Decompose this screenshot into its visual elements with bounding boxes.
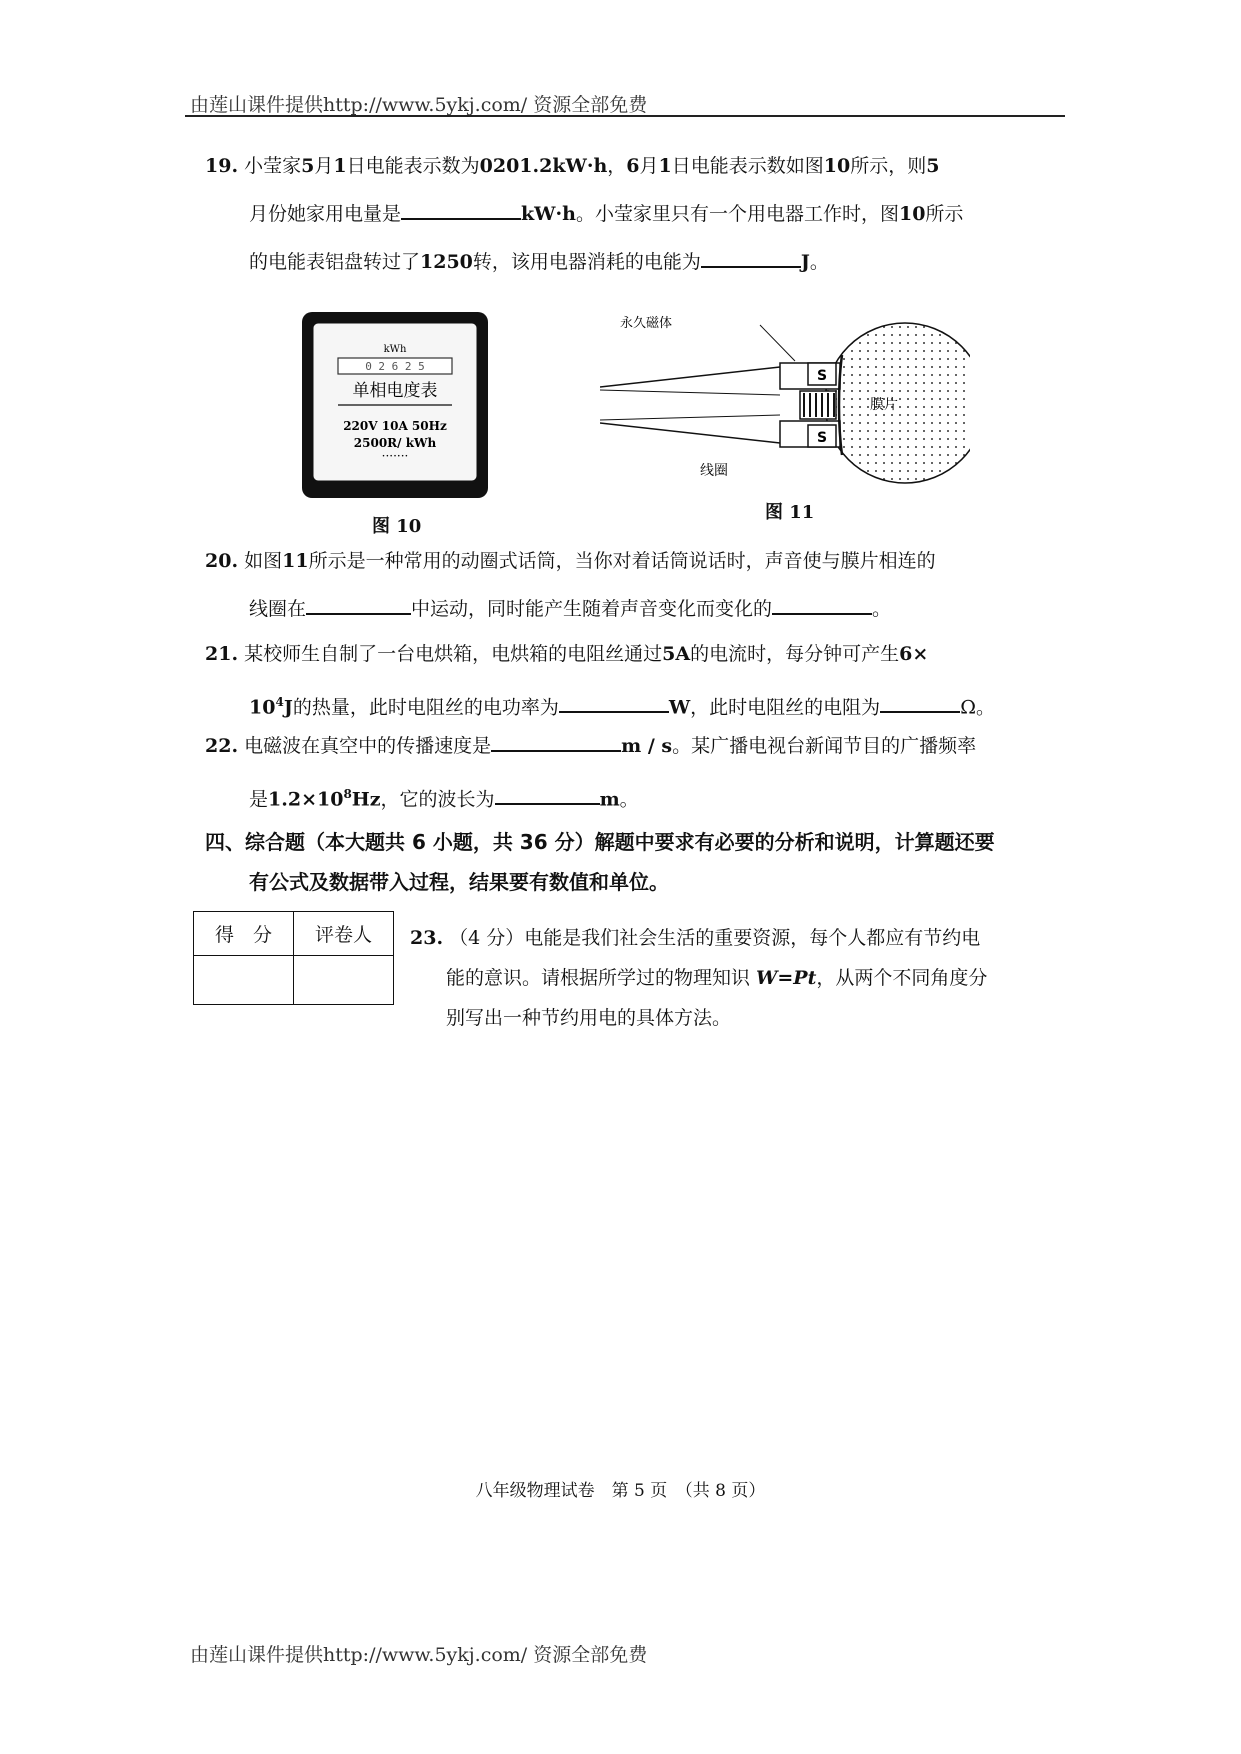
meter-digits: 0 2 6 2 5 [365,360,425,373]
meter-spec-2: 2500R/ kWh [353,436,437,450]
question-number: 20. [205,550,239,572]
grader-cell[interactable] [294,956,394,1005]
page-number: 八年级物理试卷 第 5 页 （共 8 页） [475,1481,766,1501]
question-20: 20. 如图11所示是一种常用的动圈式话筒，当你对着话筒说话时，声音使与膜片相连的 线圈在 中运动，同时能产生随着声音变化而变化的 。 [205,550,936,620]
pole-label-bottom: S [816,430,828,446]
answer-blank[interactable] [701,242,801,268]
meter-dots: ······· [381,449,409,463]
section-4-heading: 四、综合题（本大题共 6 小题，共 36 分）解题中要求有必要的分析和说明，计算题还要 有公式及数据带入过程，结果要有数值和单位。 [205,830,995,894]
page-footer: 由莲山课件提供http://www.5ykj.com/ 资源全部免费 [190,1644,648,1666]
question-19 [205,142,1065,286]
answer-blank[interactable] [491,726,621,752]
answer-blank[interactable] [559,687,669,713]
question-number: 23. [410,927,444,949]
answer-blank[interactable] [880,687,960,713]
question-23: 23. （4 分）电能是我们社会生活的重要资源，每个人都应有节约电 能的意识。请根据所学过的物理知识 W=Pt，从两个不同角度分 别写出一种节约用电的具体方法。 [410,927,988,1029]
figure-11-caption: 图 11 [765,502,815,523]
question-number: 19. [205,155,239,177]
question-22: 22. 电磁波在真空中的传播速度是 m / s。某广播电视台新闻节目的广播频率 是$1.2\times 10^8Hz$，它的波长为 m。 [205,722,1065,823]
score-header: 得 分 [194,912,294,956]
answer-blank[interactable] [306,589,411,615]
electric-meter-figure [300,310,490,500]
microphone-figure [600,315,970,490]
meter-spec-1: 220V 10A 50Hz [343,419,447,433]
question-number: 21. [205,643,239,665]
meter-unit: kWh [383,344,407,355]
magnet-label: 永久磁体 [620,316,673,331]
answer-blank[interactable] [772,589,872,615]
figure-10-caption: 图 10 [372,516,422,537]
grader-header: 评卷人 [294,912,394,956]
pole-label-top: S [816,368,828,384]
q19-line-3: 的电能表铝盘转过了1250转，该用电器消耗的电能为 J。 [205,238,1065,286]
question-21: 21. 某校师生自制了一台电烘箱，电烘箱的电阻丝通过5A的电流时，每分钟可产生6× $10^4J$的热量，此时电阻丝的电功率为 W，此时电阻丝的电阻为 Ω。 [205,643,995,719]
q19-line-1: 19. 小莹家5月1日电能表示数为0201.2kW·h，6月1日电能表示数如图10所示，则5 [205,155,940,177]
header-rule [185,115,1065,117]
question-number: 22. [205,735,239,757]
score-table [193,911,394,1005]
answer-blank[interactable] [401,194,521,220]
answer-blank[interactable] [495,779,600,805]
diaphragm-label: 膜片 [870,397,898,413]
meter-title: 单相电度表 [352,381,438,401]
q19-line-2: 月份她家用电量是 kW·h。小莹家里只有一个用电器工作时，图10所示 [205,190,1065,238]
coil-label: 线圈 [700,463,728,479]
score-cell[interactable] [194,956,294,1005]
page-header: 由莲山课件提供http://www.5ykj.com/ 资源全部免费 [190,94,648,116]
